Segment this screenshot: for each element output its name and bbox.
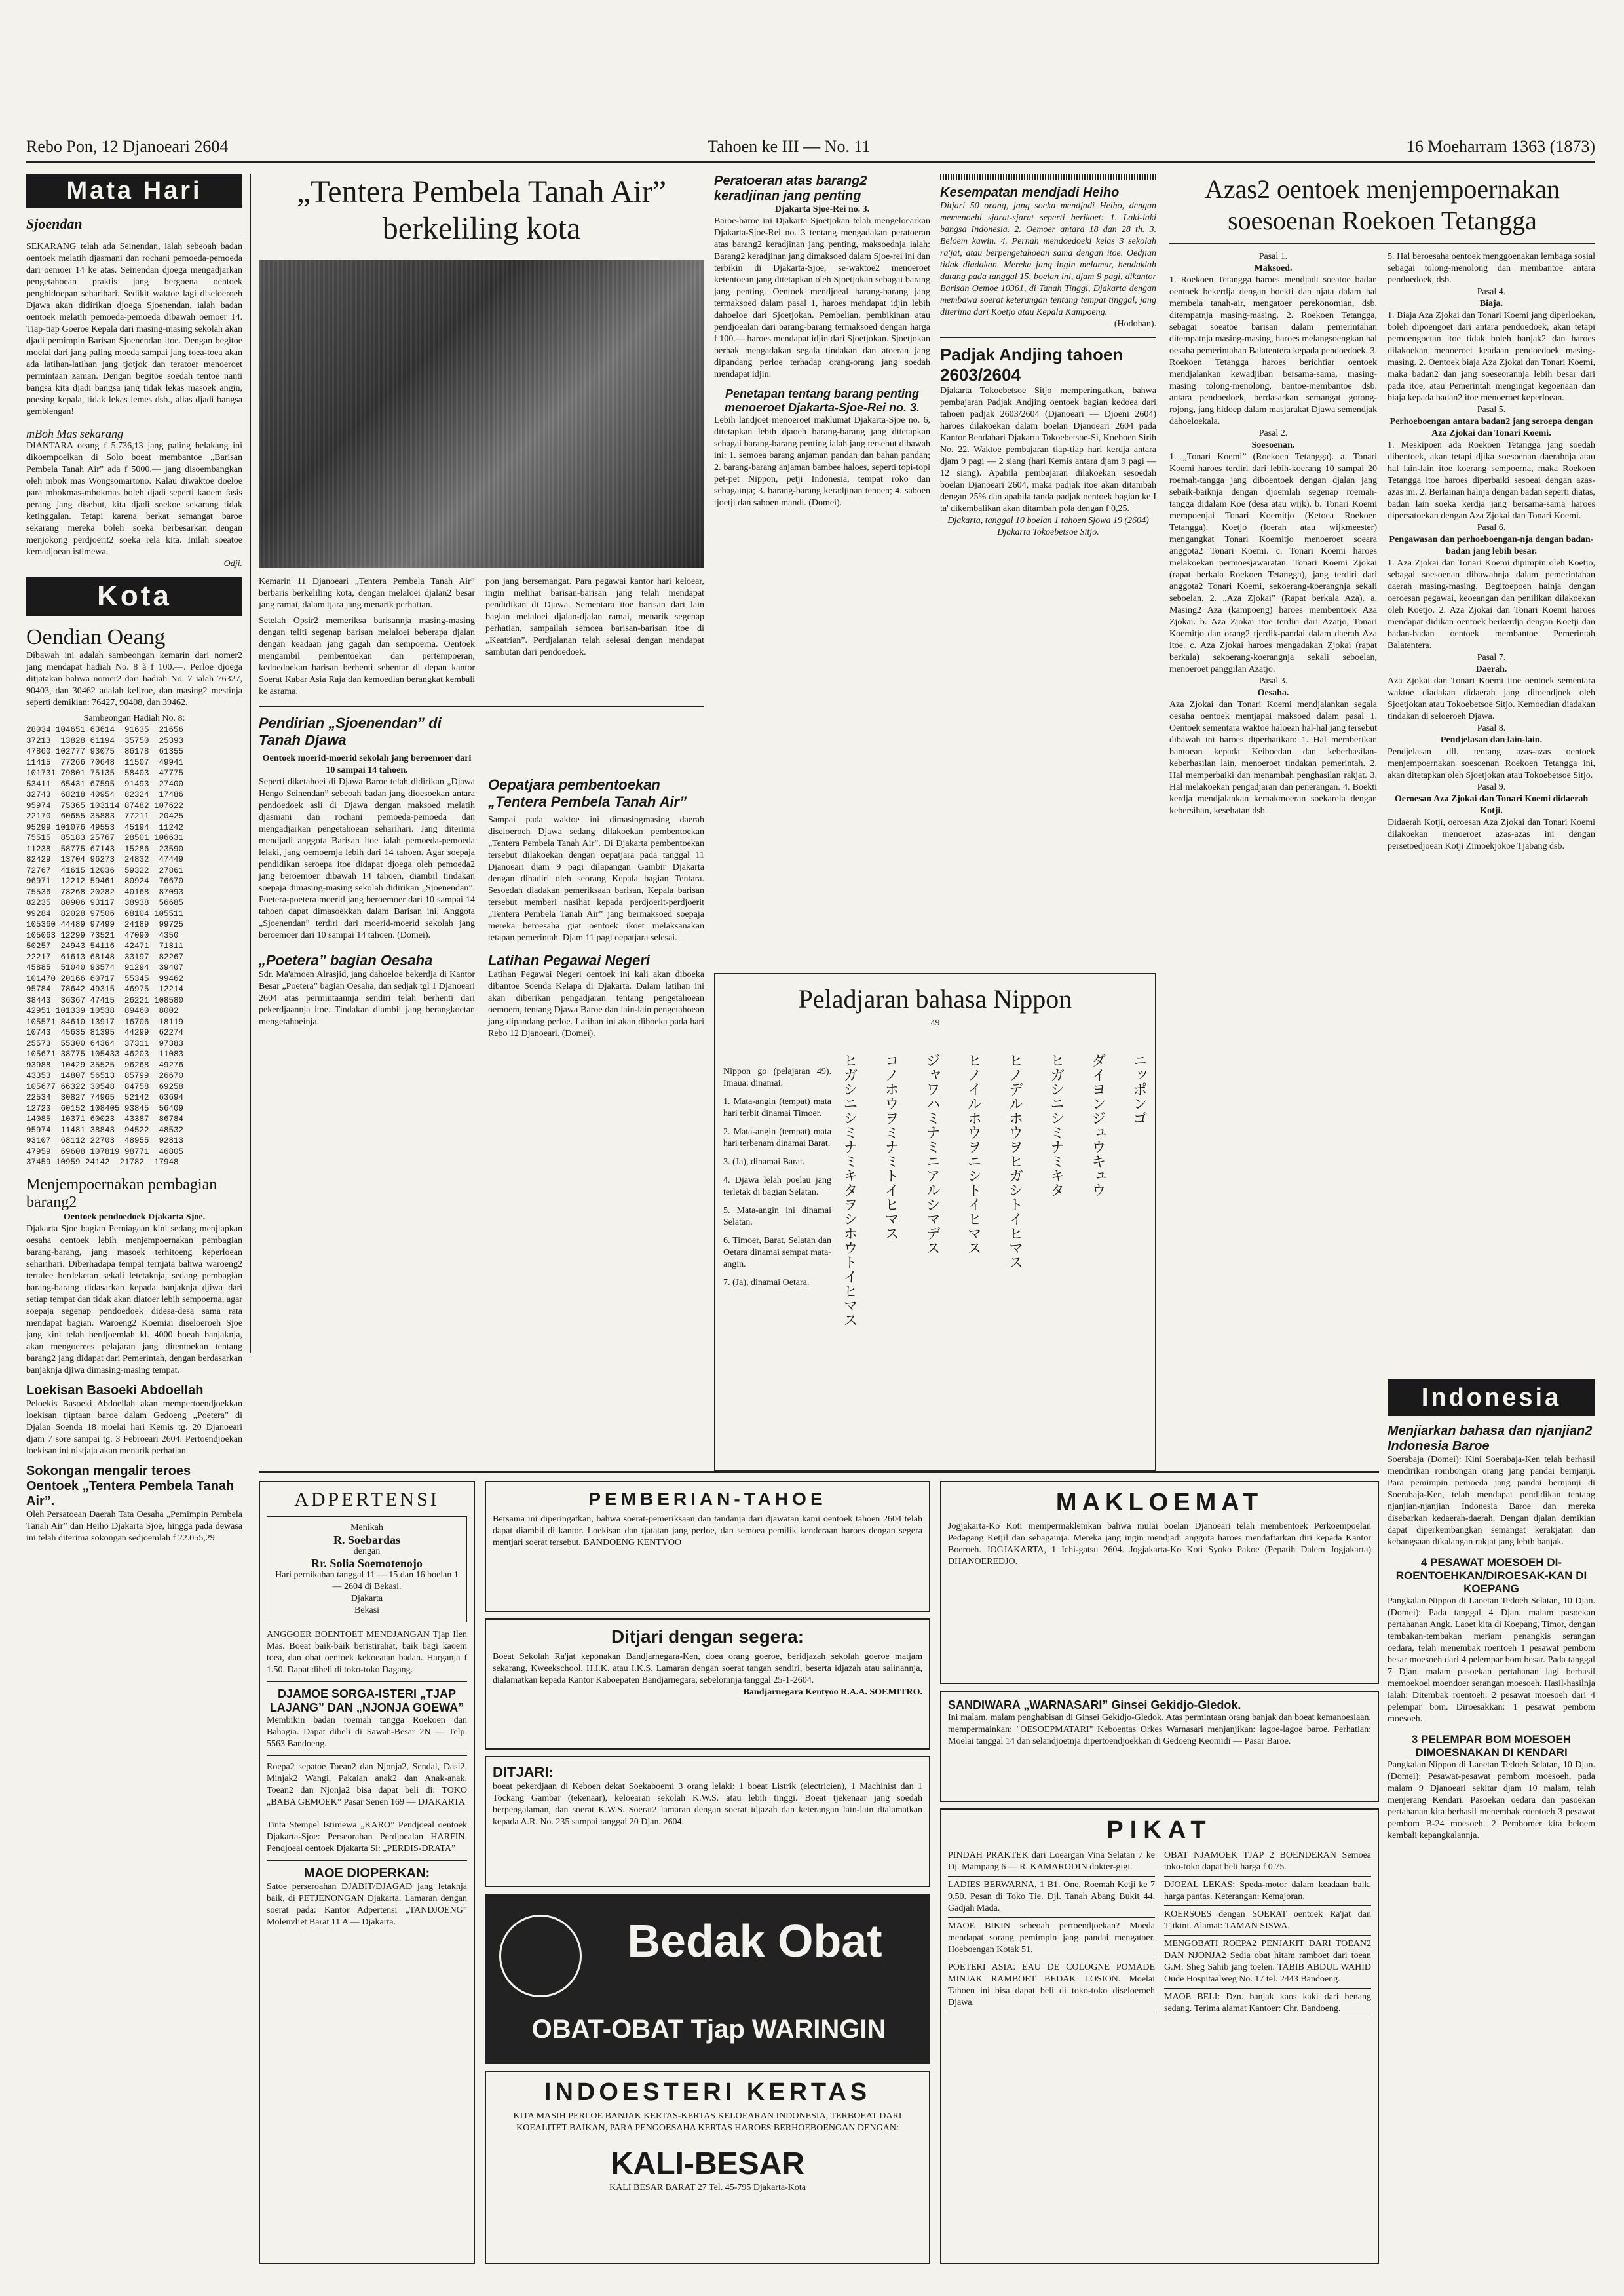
lottery-row: 93988 10429 35525 96268 49276 <box>26 1060 184 1070</box>
lottery-row: 25573 55300 64364 37311 97383 <box>26 1039 184 1048</box>
kana-column: ジャワハミナミニアルシマデス <box>924 1053 941 1255</box>
padjak-andjing-signature: Djakarta, tanggal 10 boelan 1 tahoen Sjowa 19 (2604) Djakarta Tokoebetsoe Sitjo. <box>947 516 1149 537</box>
nippon-item: 1. Mata-angin (tempat) mata hari terbit dinamai Timoer. <box>723 1097 831 1119</box>
nippon-item: 2. Mata-angin (tempat) mata hari terbenam dinamai Barat. <box>723 1127 831 1149</box>
pasal5-head: Pasal 5. <box>1477 405 1506 415</box>
djamoe-ad-text: Membikin badan roemah tangga Roekoen dan Bahagia. Dapat dibeli di Sawah-Besar 2N — Telp. 5563 Bandoeng. <box>267 1715 467 1756</box>
pasal-intro: 5. Hal beroesaha oentoek menggoenakan lembaga sosial sebagai tolong-menolong dan membantoe antara pendoedoek, dsb. <box>1388 252 1595 285</box>
nippon-item: 4. Djawa lelah poelau jang terletak di bagian Selatan. <box>723 1176 831 1197</box>
lottery-row: 53411 65431 67595 91493 27400 <box>26 779 184 789</box>
pasal3-text: Aza Zjokai dan Tonari Koemi mendjalankan segala oesaha oentoek mentjapai maksoed dalam pasal 1. Oentoek sementara waktoe haloean hal-hal jang tersebut dibawah ini haroes diperhatikan: 1. Hal memberikan bantoean kepada Keiboedan dan keberhasilan-keberhasilan lain, menoeroet tindakan pemerintah. 2. Hal memperbaiki dan menambah penghasilan rakjat. 3. Hal melakoekan pengadjaran dan penerangan. 4. Boekti kerdja mendjalankan kemakmoeran soekarela dengan kebersihan, kesehatan dsb. <box>1169 700 1377 816</box>
nippon-item: 6. Timoer, Barat, Selatan dan Oetara dinamai sempat mata-angin. <box>723 1236 831 1269</box>
indonesia-banner: Indonesia <box>1388 1379 1595 1416</box>
soldiers-parade-photo <box>259 260 704 568</box>
indonesia-section <box>1388 1379 1595 1842</box>
column-5 <box>1169 174 1595 852</box>
pasal5-title: Perhoeboengan antara badan2 jang seroepa dengan Aza Zjokai dan Tonari Koemi. <box>1389 417 1593 438</box>
advertensi-title: ADPERTENSI <box>294 1489 440 1510</box>
masthead-hijri-date: 16 Moeharram 1363 (1873) <box>1406 137 1595 156</box>
latihan-text: Latihan Pegawai Negeri oentoek ini kali akan diboeka dibantoe Soenda Kelapa di Djakarta. Dalam latihan ini akan diberikan pengadjaran tentang pengetahoean oemoem, tentang Djawa Baroe dan lain-lain pengetahoean jang dipandang perloe. Latihan ini akan diboeka pada hari Rebo 12 Djanoeari. (Domei). <box>488 970 704 1039</box>
nippon-items <box>723 1096 831 1289</box>
lottery-row: 101731 79801 75135 58403 47775 <box>26 769 184 778</box>
kana-area <box>840 1053 1148 1459</box>
wedding-ad-line: Menikah <box>350 1523 383 1533</box>
pasal8-title: Pendjelasan dan lain-lain. <box>1440 735 1543 745</box>
lottery-row: 45885 51040 93574 91294 39407 <box>26 963 184 972</box>
pasal7-title: Daerah. <box>1475 664 1507 674</box>
kali-besar-title: KALI-BESAR <box>611 2147 804 2181</box>
pasal2-title: Soesoenan. <box>1251 440 1295 450</box>
masthead-issue: Tahoen ke III — No. 11 <box>708 137 871 156</box>
wedding-ad-line: Rr. Solia Soemotenojo <box>311 1557 423 1570</box>
lottery-row: 105063 12299 73521 47090 4350 <box>26 930 179 940</box>
ditjari-listrik-box <box>485 1756 930 1887</box>
peratoeran-text: Baroe-baroe ini Djakarta Sjoetjokan telah mengeloearkan Djakarta-Sjoe-Rei no. 3 tentang mengadakan peratoeran atas barang2 keradjinan jang penting, maksoednja ialah: Barang2 keradjinan jang dimaksoed dalam Sjoe-rei ini dan terbikin di Djakarta-Sjoe, se-waktoe2 menoeroet ketentoean jang ditetapkan oleh Sjoetjokan sebagai barang jang penting. Oentoek mendjoeal barang-barang jang termaksoed dalam pasal 1, haroes mendapat idjin lebih dahoeloe dari Sjoetjokan. Pembelian, pembikinan atau pendjoealan dari barang-barang termaksoed dengan harga f 100.— haroes mendapat idjin dari Sjoetjokan. Sjoetjokan berhak mengadakan segala tindakan dan atoeran jang dipandang perloe terhadap orang-orang jang soedah mendapat idjin. <box>714 216 930 379</box>
lottery-row: 14085 10371 60023 43387 86784 <box>26 1115 184 1124</box>
bahasa-text: Soerabaja (Domei): Kini Soerabaja-Ken telah berhasil mendirikan rombongan orang jang pandai bernjanji. Para pemimpin pemoeda jang pandai bernjanji di Soerabaja-Ken, telah mendapat pendidikan tentang njanjian-njanjian Indonesia Baroe dan mereka disebarkan kedaerah-daerah. Dengan djalan demikian dapat diperkembangkan semangat kerakjatan dan kebangsaan dikalangan rakjat jang lebih banjak. <box>1388 1455 1595 1547</box>
pasal1-text: 1. Roekoen Tetangga haroes mendjadi soeatoe badan oentoek bekerdja dengan boekti dan njata dalam hal membela tanah-air, mengatoer perekonomian, dsb. ditempatnja masing-masing. 2. Roekoen Tetangga, sebagai soeatoe barisan dalam pemerintahan ditempatnja masing-masing, haroes melangsoengkan hal oesaha pemerintahan Balatentera kepada pendoedoek. 3. Roekoen Tetangga haroes berichtiar oentoek mendjalankan kewadjiban bersama-sama, masing-masing tolong-menolong, bantoe-membantoe dsb. antara pendoedoek, berdasarkan semangat gotong-rojong, jang hidoep dalam masjarakat Djawa semendjak dahoeloekala. <box>1169 275 1377 427</box>
nippon-item: 3. (Ja), dinamai Barat. <box>723 1157 805 1167</box>
masthead-date: Rebo Pon, 12 Djanoeari 2604 <box>26 137 229 156</box>
lottery-row: 95974 11481 38843 94522 48532 <box>26 1125 184 1135</box>
pikat-item: MENGOBATI ROEPA2 PENJAKIT DARI TOEAN2 DAN NJONJA2 Sedia obat hitam ramboet dari toean G.M. Sheg Sahib jang toelen. TABIB ABDUL WAHID Oude Hospitaalweg No. 17 tel. 2443 Bandoeng. <box>1164 1938 1371 1989</box>
kana-column: ヒガシニシミナミキタ <box>1048 1053 1065 1197</box>
anggoer-ad: ANGGOER BOENTOET MENDJANGAN Tjap Ilen Mas. Boeat baik-baik beristirahat, baik bagi kaoem toea, dan obat oentoek kekoeatan badan. Harganja f 1.50. Dapat dibeli di toko-toko Dagang. <box>267 1629 467 1682</box>
lottery-row: 82429 13704 96273 24832 47449 <box>26 855 184 864</box>
parade-text-a: Setelah Opsir2 memeriksa barisannja masing-masing dengan teliti segenap barisan melaloei beberapa djalan dengan keadaan jang gagah dan sempoerna. Oentoek mengambil pembentoekan dan pertempoeran, kedoedoekan barisan berhenti sebentar di depan kantor Soerat Kabar Asia Raja dan kemoedian berangkat kembali ke asrama. <box>259 616 475 697</box>
waringin-logo-icon <box>499 1915 582 1997</box>
wedding-ad-line: R. Soebardas <box>333 1533 400 1546</box>
oepatjara-title: Oepatjara pembentoekan „Tentera Pembela Tanah Air” <box>488 776 687 810</box>
pikat-item: LADIES BERWARNA, 1 B1. One, Roemah Ketji ke 7 9.50. Pesan di Toko Tie. Djl. Tanah Abang Bukit 44. Gadjah Mada. <box>948 1879 1155 1918</box>
pemberian-tahoe-text: Bersama ini diperingatkan, bahwa soerat-pemeriksaan dan tandanja dari djawatan kami oentoek tahoen 2604 telah dapat diambil di kantor. Loekisan dan tjatatan jang perloe, dan semoea pemilik kenderaan haroes dengan segera mentjari soerat tersebut. BANDOENG KENTYOO <box>493 1514 922 1548</box>
wedding-ad <box>267 1516 467 1622</box>
sandiwara-title: SANDIWARA „WARNASARI” Ginsei Gekidjo-Gledok. <box>948 1698 1241 1712</box>
lottery-row: 28034 104651 63614 91635 21656 <box>26 725 184 735</box>
column-3 <box>714 174 930 509</box>
pikat-item: PINDAH PRAKTEK dari Loeargan Vina Selatan 7 ke Dj. Mampang 6 — R. KAMARODIN dokter-gigi. <box>948 1850 1155 1877</box>
mbok-mas-title: mBoh Mas sekarang <box>26 427 123 440</box>
pasal8-text: Pendjelasan dll. tentang azas-azas oentoek menjempoernakan soesoenan Roekoen Tetangga ini, akan ditetapkan oleh Sjoetjokan atau Tokoebetsoe Sitjo. <box>1388 747 1595 780</box>
pikat-item: MAOE BELI: Dzn. banjak kaos kaki dari benang sedang. Terima alamat Kantoer: Chr. Bandoeng. <box>1164 1991 1371 2018</box>
pemberian-tahoe-box <box>485 1481 930 1612</box>
makloemat-text: Jogjakarta-Ko Koti mempermaklemkan bahwa mulai boelan Djanoeari telah membentoek Perkoempoelan Pedagang Ketjil dan sebagainja. Mereka jang ingin mendjadi anggota haroes mendaftarkan diri kepada Kantor Boeroeh. JOGJAKARTA, 1 Ichi-gatsu 2604. Jogjakarta-Ko Koti Syoko Pakoe (Pepatih Dalem Jogjakarta) DHANOEREDJO. <box>948 1521 1371 1567</box>
column-4 <box>940 174 1156 539</box>
lottery-row: 42951 101339 10538 89460 8002 <box>26 1006 179 1016</box>
kana-column: ヒノデルホウヲヒガシトイヒマス <box>1006 1053 1023 1269</box>
kota-banner: Kota <box>26 577 242 616</box>
ditjari-box <box>485 1618 930 1750</box>
makloemat-box <box>940 1481 1379 1684</box>
pasal4-head: Pasal 4. <box>1477 287 1506 297</box>
bedak-obat-ad <box>485 1894 930 2064</box>
lottery-row: 10743 45635 81395 44299 62274 <box>26 1028 184 1037</box>
pasal1-title: Maksoed. <box>1254 263 1293 273</box>
advertensi-box <box>259 1481 475 2264</box>
lottery-row: 75536 78268 20282 40168 87093 <box>26 887 184 897</box>
lottery-row: 37459 10959 24142 21782 17948 <box>26 1158 179 1167</box>
pasal2-head: Pasal 2. <box>1258 429 1288 438</box>
sjoenendan-sub: Oentoek moerid-moerid sekolah jang beroemoer dari 10 sampai 14 tahoen. <box>262 754 472 775</box>
wedding-ad-line: Djakarta <box>350 1594 383 1603</box>
pikat-items <box>948 1850 1371 2018</box>
lottery-row: 75515 85183 25767 28501 106631 <box>26 833 184 843</box>
pikat-item: MAOE BIKIN sebeoah pertoendjoekan? Moeda mendapat sorang pemimpin jang pandai mengatoer. Hoeboengan Kotak 51. <box>948 1921 1155 1959</box>
pasal2-text: 1. „Tonari Koemi” (Roekoen Tetangga). a. Tonari Koemi haroes terdiri dari lebih-koerang 10 sampai 20 roemah-tangga jang diboentoek dengan djalan jang sebaik-baiknja dengan djoemlah segenap roemah-tangga didalam Koe (desa atau wijk). b. Tonari Koemi mempoenjai Tonari Koemitjo (Ketoea Roekoen Tetangga). Koetjo (loerah atau wijkmeester) mengangkat Tonari Koemitjo menoeroet soeara anggota2 Tonari Koemi. c. Tonari Koemi haroes melakoekan permoesjawaratan. Tonari Koemi Zjokai (rapat berkala Roekoen Tetangga), jang terdiri dari anggota2 Tonari Koemi, sekoerang-koerangnja sekali seboelan. 2. „Aza Zjokai” (Rapat berkala Aza). a. Masing2 Aza (kampoeng) haroes membentoek Aza Zjokai. b. Aza Zjokai itoe terdiri dari Azatjo, Tonari Koemitjo dan orang2 tjerdik-pandai dalam daerah Aza itoe. c. Aza Zjokai haroes mengadakan Zjokai (rapat berkala) sekoerang-koerangnja sekali seboelan, menoeroet panggilan Azatjo. <box>1169 452 1377 674</box>
mbok-mas-text: DIANTARA oeang f 5.736,13 jang paling belakang ini dikoempoelkan di Solo boeat membantoe „Barisan Pembela Tanah Air” ada f 5000.— jang disoembangkan oleh mbok mas Wongsomartono. Kalau diwaktoe doeloe para mbokmas-mbokmas boleh djadi seperti kaoem fasis perang jang disebut, kita djadi soekoe sekarang tidak ketinggalan. Tetapi karena berkat semangat baroe sekarang mereka boleh soeka berbesarkan dengan menjokong perdjoerit2 soeka rela kita. Inilah soeatoe kemadjoean istimewa. <box>26 441 242 557</box>
lottery-row: 105571 84610 13917 16706 18119 <box>26 1017 184 1027</box>
peratoeran-title: Peratoeran atas barang2 keradjinan jang penting <box>714 174 867 203</box>
pasal6-title: Pengawasan dan perhoeboengan-nja dengan badan-badan jang lebih besar. <box>1389 535 1594 556</box>
koepang-text: Pangkalan Nippon di Laoetan Tedoeh Selatan, 10 Djan. (Domei): Pada tanggal 4 Djan. malam pasoekan pertahanan Angk. Laoet kita di Koepang, Timor, dengan tembakan-tembakan meriam penangkis serangan oedara, telah menembak roentoeh 1 pesawat pembom besar moesoeh dari 4 pelempar bom besar. Pada tanggal 7 Djan. malam pasoekan pertahanan lagi berhasil memoekoel moendoer serangan moesoeh. Hasil-hasilnja ialah: Ditembak roentoeh: 2 pesawat moesoeh dari 4 pelempar bom. Diroesakkan: 1 pesawat pembom moesoeh. <box>1388 1596 1595 1724</box>
kana-column: ヒノイルホウヲニシトイヒマス <box>965 1053 982 1255</box>
heiho-text: Ditjari 50 orang, jang soeka mendjadi Heiho, dengan memenoehi sjarat-sjarat seperti berikoet: 1. Laki-laki bangsa Indonesia. 2. Oemoer antara 18 dan 28 th. 3. Beloem kawin. 4. Pernah mendoedoeki kelas 3 sekolah ra'jat, atau berpengetahoean sama dengan itoe. Oedjian tidak diadakan. Mereka jang ingin melamar, hendaklah datang pada tanggal 15, boelan ini, djam 9 pagi, dikantor Barisan Oemoe 10361, di Tanah Tinggi, Djakarta dengan membawa soerat keterangan tentang tempat tinggal, jang diterima dari Koetjo atau Kepala Kampoeng. <box>940 201 1156 317</box>
sjoendan-title: Sjoendan <box>26 216 83 232</box>
heiho-title: Kesempatan mendjadi Heiho <box>940 185 1120 200</box>
pembagian-title: Menjempoernakan pembagian barang2 <box>26 1176 217 1211</box>
lottery-row: 22170 60655 35883 77211 20425 <box>26 812 184 821</box>
lottery-row: 101470 20166 60717 55345 99462 <box>26 974 184 984</box>
pikat-item: POETERI ASIA: EAU DE COLOGNE POMADE MINJAK RAMBOET BEDAK LOSION. Moelai Tahoen ini bisa dapat beli di toko-toko diseloeroeh Djawa. <box>948 1962 1155 2012</box>
oendian-oeang-title: Oendian Oeang <box>26 625 166 649</box>
wedding-ad-line: Bekasi <box>354 1605 380 1615</box>
wedding-ad-lines <box>273 1522 461 1617</box>
mata-hari-banner: Mata Hari <box>26 174 242 208</box>
lottery-row: 105671 38775 105433 46203 11083 <box>26 1050 184 1059</box>
pasal6-text: 1. Aza Zjokai dan Tonari Koemi dipimpin oleh Koetjo, sebagai soesoenan dibawahnja dalam pemerintahan daerah masing-masing. Begitoepoen halnja dengan oeroesan pegawai, keoeangan dan penilikan dilakoekan oleh Koetjo. 2. Aza Zjokai dan Tonari Koemi haroes mendapat didikan oentoek berkerdja dengan Koetji dan badan-badan oentoek membantoe Pemerintah Balatentera. <box>1388 558 1595 651</box>
lottery-table <box>26 725 242 1168</box>
lottery-row: 95784 78642 49315 46975 12214 <box>26 985 184 994</box>
nippon-lesson-number: 49 <box>930 1018 940 1028</box>
pasal3-head: Pasal 3. <box>1258 676 1288 686</box>
lottery-row: 12723 60152 108405 93845 56409 <box>26 1103 184 1113</box>
sokongan-text: Oleh Persatoean Daerah Tata Oesaha „Pemimpin Pembela Tanah Air” dan Heiho Djakarta Sjoe, hingga pada dewasa ini telah diterima sokongan sedjoemlah f 22.055,29 <box>26 1509 242 1543</box>
makloemat-title: MAKLOEMAT <box>1055 1489 1264 1516</box>
column-1 <box>26 174 242 1544</box>
lottery-row: 38443 36367 47415 26221 108580 <box>26 995 184 1005</box>
lottery-row: 22217 61613 68148 33197 82267 <box>26 952 184 962</box>
kendari-title: 3 PELEMPAR BOM MOESOEH DIMOESNAKAN DI KENDARI <box>1411 1733 1572 1759</box>
lottery-row: 105360 44489 97499 24189 99725 <box>26 920 184 929</box>
lottery-row: 105677 66322 30548 84758 69258 <box>26 1082 184 1092</box>
oepatjara-text: Sampai pada waktoe ini dimasingmasing daerah diseloeroeh Djawa sedang dilakoekan pembentoekan „Tentera Pembela Tanah Air”. Di Djakarta pembentoekan tersebut dilakoekan dengan oepatjara pada tanggal 11 Djanoeari djam 9 pagi dilapangan Gambir Djakarta dengan dihadiri oleh seorang Kepala bagian Tentara. Sesoedah diadakan pemeriksaan barisan, Kepala barisan tersebut memberi nasihat kepada perdjoerit-perdjoerit „Tentera Pembela Tanah Air” jang bermaksoed soepaja mereka beroesaha giat oentoek ikoet melaksanakan tetapan pemerintah. Djam 11 pagi oepatjara selesai. <box>488 815 704 943</box>
bedak-obat-sub: OBAT-OBAT Tjap WARINGIN <box>531 2015 886 2044</box>
sandiwara-box <box>940 1691 1379 1802</box>
pikat-item: DJOEAL LEKAS: Speda-motor dalam keadaan baik, harga pantas. Keterangan: Kemajoran. <box>1164 1879 1371 1906</box>
lottery-row: 32743 68218 40954 82324 17486 <box>26 790 184 799</box>
maoe-dioperkan-text: Satoe perseroahan DJABIT/DJAGAD jang letaknja baik, di PETJENONGAN Djakarta. Lamaran dengan soerat pada: Kantor Adpertensi „TANDJOENG” Molenvliet Barat 11 A — Djakarta. <box>267 1882 467 1927</box>
tinta-karo-ad: Tinta Stempel Istimewa „KARO” Pendjoeal oentoek Djakarta-Sjoe: Perseorahan Perdjoealan HARFIN. Pendjoeal oentoek Djakarta Si: „PERDIS-DRATA” <box>267 1820 467 1861</box>
nippon-item: 5. Mata-angin ini dinamai Selatan. <box>723 1206 831 1227</box>
kana-column: コノホウヲミナミトイヒマス <box>882 1053 899 1240</box>
baba-gemoek-ad: Roepa2 sepatoe Toean2 dan Njonja2, Sendal, Dasi2, Minjak2 Wangi, Pakaian anak2 dan Anak-anak. Toean2 dan Njonja2 bisa dapat beli di: TOKO „BABA GEMOEK” Pasar Senen 169 — DJAKARTA <box>267 1761 467 1814</box>
pemberian-tahoe-title: PEMBERIAN-TAHOE <box>588 1489 827 1509</box>
sjoendan-text: SEKARANG telah ada Seinendan, ialah sebeoah badan oentoek melatih djasmani dan rochani pemoeda-pemoeda dari oemoer 14 ke atas. Seinendan djoega mengadjarkan pengetahoean praktis jang bergoena oentoek penghidoepan seharihari. Sedikit waktoe lagi diseloeroeh Djawa akan didirikan djoega Sjoenendan, ialah badan oentoek melatih pemoeda-pemoeda dibawah oemoer 14. Tiap-tiap Goeroe Kepala dari masing-masing sekolah akan djadi pemimpin Barisan Sjoenendan itoe. Dengan begitoe moelai dari jang paling moeda sampai jang toea-toea akan ada latihan-latihan jang tjotjok dan teratoer menoeroet permintaan zaman. Dengan begitoe soedah tentoe nanti bangsa kita djadi bangsa jang tidak lekas masoek angin, poesing kepala, tidak lekas lemes dsb., alias djadi bangsa gemblengan! <box>26 242 242 417</box>
penetapan-text: Lebih landjoet menoeroet maklumat Djakarta-Sjoe no. 6, ditetapkan lebih djaoeh barang-barang jang ditetapkan sebagai barang-barang penting ialah jang tersebut dibawah ini: 1. semoea barang anjaman pandan dan bahan pandan; 2. barang-barang anjaman bambee haloes, seperti topi-topi pet-pet Nippon, petji Indonesia, tempat roko dan sebagainja; 3. barang-barang keradjinan tenoen; 4. saboen tjoetji dan saboen mandi. (Domei). <box>714 415 930 508</box>
kendari-text: Pangkalan Nippon di Laoetan Tedoeh Selatan, 10 Djan. (Domei): Pesawat-pesawat pembom moesoeh, pada malam 9 Djanoeari sekitar djam 10 malam, telah menjerang Kendari. Pasoekan oedara dan pasoekan pertahanan kita berhasil menembak roentoeh 3 pesawat pembom B-24 moesoeh. 2 Pembomer kita beloem kembali kepangkalannja. <box>1388 1760 1595 1841</box>
basoeki-title: Loekisan Basoeki Abdoellah <box>26 1383 204 1398</box>
nippon-lesson-title: Peladjaran bahasa Nippon <box>798 984 1072 1014</box>
pasal9-text: Didaerah Kotji, oeroesan Aza Zjokai dan Tonari Koemi dilakoekan menoeroet azas-azas ini dengan persetoedjoean Kotji Zimoekjokoe Tjabang dsb. <box>1388 818 1595 851</box>
sokongan-title: Sokongan mengalir teroes Oentoek „Tentera Pembela Tanah Air”. <box>26 1463 235 1508</box>
column-3-lower <box>488 776 704 1040</box>
lottery-row: 96971 12212 59461 80924 76670 <box>26 877 184 886</box>
indoesteri-kertas-title: INDOESTERI KERTAS <box>544 2078 871 2106</box>
lottery-row: 11415 77266 70648 11507 49941 <box>26 757 184 767</box>
maoe-dioperkan-title: MAOE DIOPERKAN: <box>303 1866 430 1881</box>
lottery-row: 95299 101076 49553 45194 11242 <box>26 822 184 832</box>
lottery-row: 22534 30827 74965 52142 63694 <box>26 1093 184 1102</box>
pembagian-sub: Oentoek pendoedoek Djakarta Sjoe. <box>63 1212 206 1222</box>
koepang-title: 4 PESAWAT MOESOEH DI-ROENTOEHKAN/DIROESAK-KAN DI KOEPANG <box>1395 1556 1587 1595</box>
lottery-row: 47860 102777 93075 86178 61355 <box>26 747 184 756</box>
pasal8-head: Pasal 8. <box>1477 723 1506 733</box>
peratoeran-sub: Djakarta Sjoe-Rei no. 3. <box>774 204 870 214</box>
oendian-oeang-text: Dibawah ini adalah sambeongan kemarin dari nomer2 jang mendapat hadiah No. 8 à f 100.—. Perloe djoega ditjatakan bahwa nomer2 dari hadiah No. 7 ialah 76327, 90403, dan 30462 adalah keliroe, dan masing2 mestinja seperti demikian: 76427, 90408, dan 39462. <box>26 651 242 708</box>
pasal5-text: 1. Meskipoen ada Roekoen Tetangga jang soedah dibentoek, akan tetapi djika soesoenan daerahnja atau hal lain-lain itoe koerang sempoerna, maka Roekoen Tetangga itoe haroes diperbaiki sesoeai dengan azas-azas ini. 2. Berlainan halnja dengan badan seperti diatas, badan lain soeka kerdja jang bersama-sama haroes dipersatoekan dengan Aza Zjokai dan Tonari Koemi. <box>1388 440 1595 521</box>
masthead <box>26 134 1595 163</box>
pikat-title: PIKAT <box>1106 1816 1213 1844</box>
lottery-row: 82235 80906 93117 38938 56685 <box>26 898 184 908</box>
ditjari-title: Ditjari dengan segera: <box>611 1626 804 1647</box>
sjoenendan-text: Seperti diketahoei di Djawa Baroe telah didirikan „Djawa Hengo Seinendan” sebeoah badan jang dioesoekan antara pendoedoek asli di Djawa dengan maksoed melatih djasmani dan rochani pemoeda-pemoeda dan mengadjarkan pengetahoean seharihari. Jang diterima mendjadi anggota Barisan itoe ialah pemoeda-pemoeda lelaki, jang oemoernja lebih dari 14 tahoen. Agar soepaja pendidikan seroepa itoe didapat djoega oleh pemoeda2 jang beroemoer dibawah 14 tahoen, diambil tindakan soepaja dimasing-masing sekolah didirikan „Sjoenendan”. Poetera-poetera moerid jang beroemoer dari 10 sampai 14 tahoen dapat dimasoekkan dalam Barisan ini. Anggota „Sjoenendan” terdiri dari moerid-moerid sekolah jang beroemoer dari 10 sampai 14 tahoen. (Domei). <box>259 777 475 940</box>
pasal1-head: Pasal 1. <box>1258 252 1288 261</box>
bedak-obat-title: Bedak Obat <box>627 1915 882 1966</box>
padjak-andjing-title: Padjak Andjing tahoen 2603/2604 <box>940 345 1124 385</box>
pasal9-head: Pasal 9. <box>1477 782 1506 792</box>
lottery-row: 11238 58775 67143 15286 23590 <box>26 844 184 854</box>
parade-text-b: pon jang bersemangat. Para pegawai kantor hari keloear, ingin melihat barisan-barisan jang telah mendapat pendidikan di Djawa. Sementara itoe barisan dari lain bagian melaloei djalan-djalan ramai, menarik segenap perhatian, sampailah semoea barisan-barisan itoe di „Keatrian”. Perdjalanan telah selesai dengan mendapat sambutan dari pendoedoek. <box>485 577 704 657</box>
pasal4-text: 1. Biaja Aza Zjokai dan Tonari Koemi jang diperloekan, boleh dipoengoet dari antara pendoedoek, akan tetapi pemoengoetan itoe tidak boleh banjak2 dan haroes dilakoekan menoeroet keadaan pendoedoek masing-masing. 2. Oentoek biaja Aza Zjokai dan Tonari Koemi, maka badan2 dan jang soeseorannja lebih besar dari pada itoe, atau Pemerintah mengingat kegoenaan dan biaja kepada badan2 itoe menoeroet keperloean. <box>1388 311 1595 403</box>
ads-top-rule <box>259 1471 1379 1473</box>
pembagian-text: Djakarta Sjoe bagian Perniagaan kini sedang menjiapkan oesaha oentoek lebih menjempoernakan pembagian barang-barang, jang masoek terhitoeng keperloean seharihari. Diberhadapa tempat ternjata bahwa waroeng2 tertalee berdeketan sekali letetaknja, sedang pembagian barang-barang didasarkan kepada banjaknja djiwa dari setiap tempat dan tidak akan diatoer lebih sempoerna, agar soepaja segenap pendoedoek didesa-desa sama rata mendapat bagian. Waroeng2 Koemiai diseloeroeh Sjoe jang kini telah berdjoemlah kl. 4000 boeah banjaknja, akan mengoerees pelajaran jang ditentoekan tentang barang2 jang didapat dari Pemerintah, dengan berdasarkan banjaknja djiwa dimasing-masing tempat. <box>26 1223 242 1375</box>
pasal7-text: Aza Zjokai dan Tonari Koemi itoe oentoek sementara waktoe diadakan didaerah jang ditoendjoek oleh Sjoetjokan atau Tokoebetsoe Sitjo. Kemoedian diadakan tindakan di seloeroeh Djawa. <box>1388 676 1595 721</box>
nippon-item: 7. (Ja), dinamai Oetara. <box>723 1278 810 1288</box>
heiho-signature: (Hodohan). <box>1114 319 1156 329</box>
lottery-row: 93107 68112 22703 48955 92813 <box>26 1136 184 1145</box>
sjoenendan-title: Pendirian „Sjoenendan” di Tanah Djawa <box>259 715 442 748</box>
poetera-oesaha-title: „Poetera” bagian Oesaha <box>259 952 433 968</box>
photo-caption: Kemarin 11 Djanoeari „Tentera Pembela Tanah Air” berbaris berkeliling kota, dengan melaloei djalan2 besar jang ramai, dalam tjara jang menarik perhatian. <box>259 577 475 610</box>
newspaper-page <box>26 115 1595 2270</box>
ditjari-signature: Bandjarnegara Kentyoo R.A.A. SOEMITRO. <box>743 1687 922 1697</box>
penetapan-title: Penetapan tentang barang penting menoeroet Djakarta-Sjoe-Rei no. 3. <box>724 387 920 414</box>
pikat-item: KOERSOES dengan SOERAT oentoek Ra'jat dan Tjikini. Alamat: TAMAN SISWA. <box>1164 1909 1371 1936</box>
odji-signature: Odji. <box>223 559 242 569</box>
wedding-ad-line: Hari pernikahan tanggal 11 — 15 dan 16 boelan 1 — 2604 di Bekasi. <box>275 1570 459 1592</box>
pasal4-title: Biaja. <box>1479 299 1503 309</box>
kana-column: ダイヨンジュウキュウ <box>1089 1053 1106 1197</box>
lottery-row: 47959 69608 107819 98771 46805 <box>26 1147 184 1157</box>
djamoe-ad-title: DJAMOE SORGA-ISTERI „TJAP LAJANG” DAN „NJONJA GOEWA” <box>269 1687 464 1714</box>
ditjari-text: Boeat Sekolah Ra'jat keponakan Bandjarnegara-Ken, doea orang goeroe, beridjazah sekolah goeroe matjam sekarang, Kweekschool, H.I.K. atau I.K.S. Lamaran dengan soerat tangan sendiri, beserta idjazah atau salinannja, dialamatkan kepada Kantor Kaboepaten Bandjarnegara, sebelomnja tanggal 25-1-2604. <box>493 1652 922 1685</box>
padjak-andjing-text: Djakarta Tokoebetsoe Sitjo memperingatkan, bahwa pembajaran Padjak Andjing oentoek bagian kedoea dari tahoen padjak 2603/2604 (Djanoeari — Djoeni 2604) haroes dilakoekan dalam boelan Djanoeari 2604 pada Kantor Bendahari Djakarta Tokoebetsoe-Si, Koeboen Sirih No. 22. Waktoe pembajaran tiap-tiap hari kerdja antara djam 9 pagi — 2 siang (hari Kemis antara djam 9 pagi — 12 siang). Apabila pembajaran dilakoekan sesoedah boelan Djanoeari 2604, maka padjak itoe akan ditambah dengan 25% dan apabila tanda padjak oentoek bagian ke I ta' dikembalikan akan ditambah pola dengan f 0,25. <box>940 386 1157 514</box>
ditjari-listrik-text: boeat pekerdjaan di Keboen dekat Soekaboemi 3 orang lelaki: 1 boeat Listrik (electricien), 1 Machinist dan 1 Tockang Gambar (tekenaar), keloearan sekolah K.W.S. atau lebih tinggi. Boeat tjekenaar jang soedah berpengalaman, dan soerat K.W.S. Soerat2 lamaran dengan soerat idjazah dan keterangan lain-lain dialamatkan kepada A.R. No. 235 sampai tanggal 20 Djan. 2604. <box>493 1782 922 1827</box>
kana-column: ニッポンゴ <box>1130 1053 1147 1125</box>
pasal6-head: Pasal 6. <box>1477 523 1506 533</box>
lottery-table-header: Sambeongan Hadiah No. 8: <box>83 714 185 723</box>
pasal7-head: Pasal 7. <box>1477 653 1506 662</box>
indoesteri-kertas-text: KITA MASIH PERLOE BANJAK KERTAS-KERTAS KELOEARAN INDONESIA, TERBOEAT DARI KOEALITET BAIKAN, PARA PENGOESAHA KERTAS HAROES BERHOEBOENGAN DENGAN: <box>513 2111 902 2133</box>
nippon-lesson-box <box>714 973 1156 1471</box>
lottery-row: 50257 24943 54116 42471 71811 <box>26 942 184 951</box>
kali-besar-address: KALI BESAR BARAT 27 Tel. 45-795 Djakarta-Kota <box>609 2183 806 2192</box>
pikat-box <box>940 1808 1379 2264</box>
lottery-row: 72767 41615 12036 59322 27861 <box>26 866 184 875</box>
basoeki-text: Peloekis Basoeki Abdoellah akan mempertoendjoekkan loekisan tjiptaan baroe dalam Gedoeng „Poetera” di Djalan Soenda 18 moelai hari Kemis tg. 20 Djanoeari djam 7 sore sampai tg. 3 Febroeari 2604. Pertoendjoekan loekisan ini nistjaja akan menarik perhatian. <box>26 1398 242 1456</box>
pasal9-title: Oeroesan Aza Zjokai dan Tonari Koemi didaerah Kotji. <box>1394 794 1589 816</box>
column-rule <box>250 174 251 1353</box>
lottery-row: 95974 75365 103114 87482 107622 <box>26 801 184 811</box>
sandiwara-text: Ini malam, malam penghabisan di Ginsei Gekidjo-Gledok. Atas permintaan orang banjak dan boeat kemanoesiaan, mempermainkan: "OESOEPMATARI" Keboentas Orkes Warnasari menjanjikan: lagoe-lagoe baroe. Perhatian: Moelai tanggal 14 dan selandjoetnja dipertoendjoekkan di Gedoeng Keomidi — Pasar Baroe. <box>948 1713 1371 1746</box>
ditjari-listrik-title: DITJARI: <box>493 1764 554 1780</box>
kana-column: ヒガシニシミナミキタヲシホウトイヒマス <box>841 1053 858 1327</box>
wedding-ad-line: dengan <box>353 1546 381 1556</box>
azas-title: Azas2 oentoek menjempoernakan soesoenan Roekoen Tetangga <box>1204 174 1560 235</box>
indoesteri-kertas-box <box>485 2071 930 2264</box>
nippon-intro: Nippon go (pelajaran 49). Imaua: dinamai. <box>723 1067 831 1088</box>
lottery-row: 43353 14807 56513 85799 26670 <box>26 1071 184 1081</box>
pasal3-title: Oesaha. <box>1257 688 1289 698</box>
latihan-title: Latihan Pegawai Negeri <box>488 952 650 968</box>
pikat-item: OBAT NJAMOEK TJAP 2 BOENDERAN Semoea toko-toko dapat beli harga f 0.75. <box>1164 1850 1371 1877</box>
bahasa-title: Menjiarkan bahasa dan njanjian2 Indonesia Baroe <box>1388 1424 1593 1453</box>
lottery-row: 37213 13828 61194 35750 25393 <box>26 736 184 746</box>
poetera-oesaha-text: Sdr. Ma'amoen Alrasjid, jang dahoeloe bekerdja di Kantor Besar „Poetera” bagian Oesaha, dan sedjak tgl 1 Djanoeari 2604 atas permintaannja sendiri telah berhenti dari pekerdjaannja itoe. Tindakan diambil jang berangkoetan mengetahoeinja. <box>259 970 475 1027</box>
lottery-row: 99284 82028 97506 68104 105511 <box>26 909 184 919</box>
tentera-title: „Tentera Pembela Tanah Air” berkeliling kota <box>296 174 667 246</box>
